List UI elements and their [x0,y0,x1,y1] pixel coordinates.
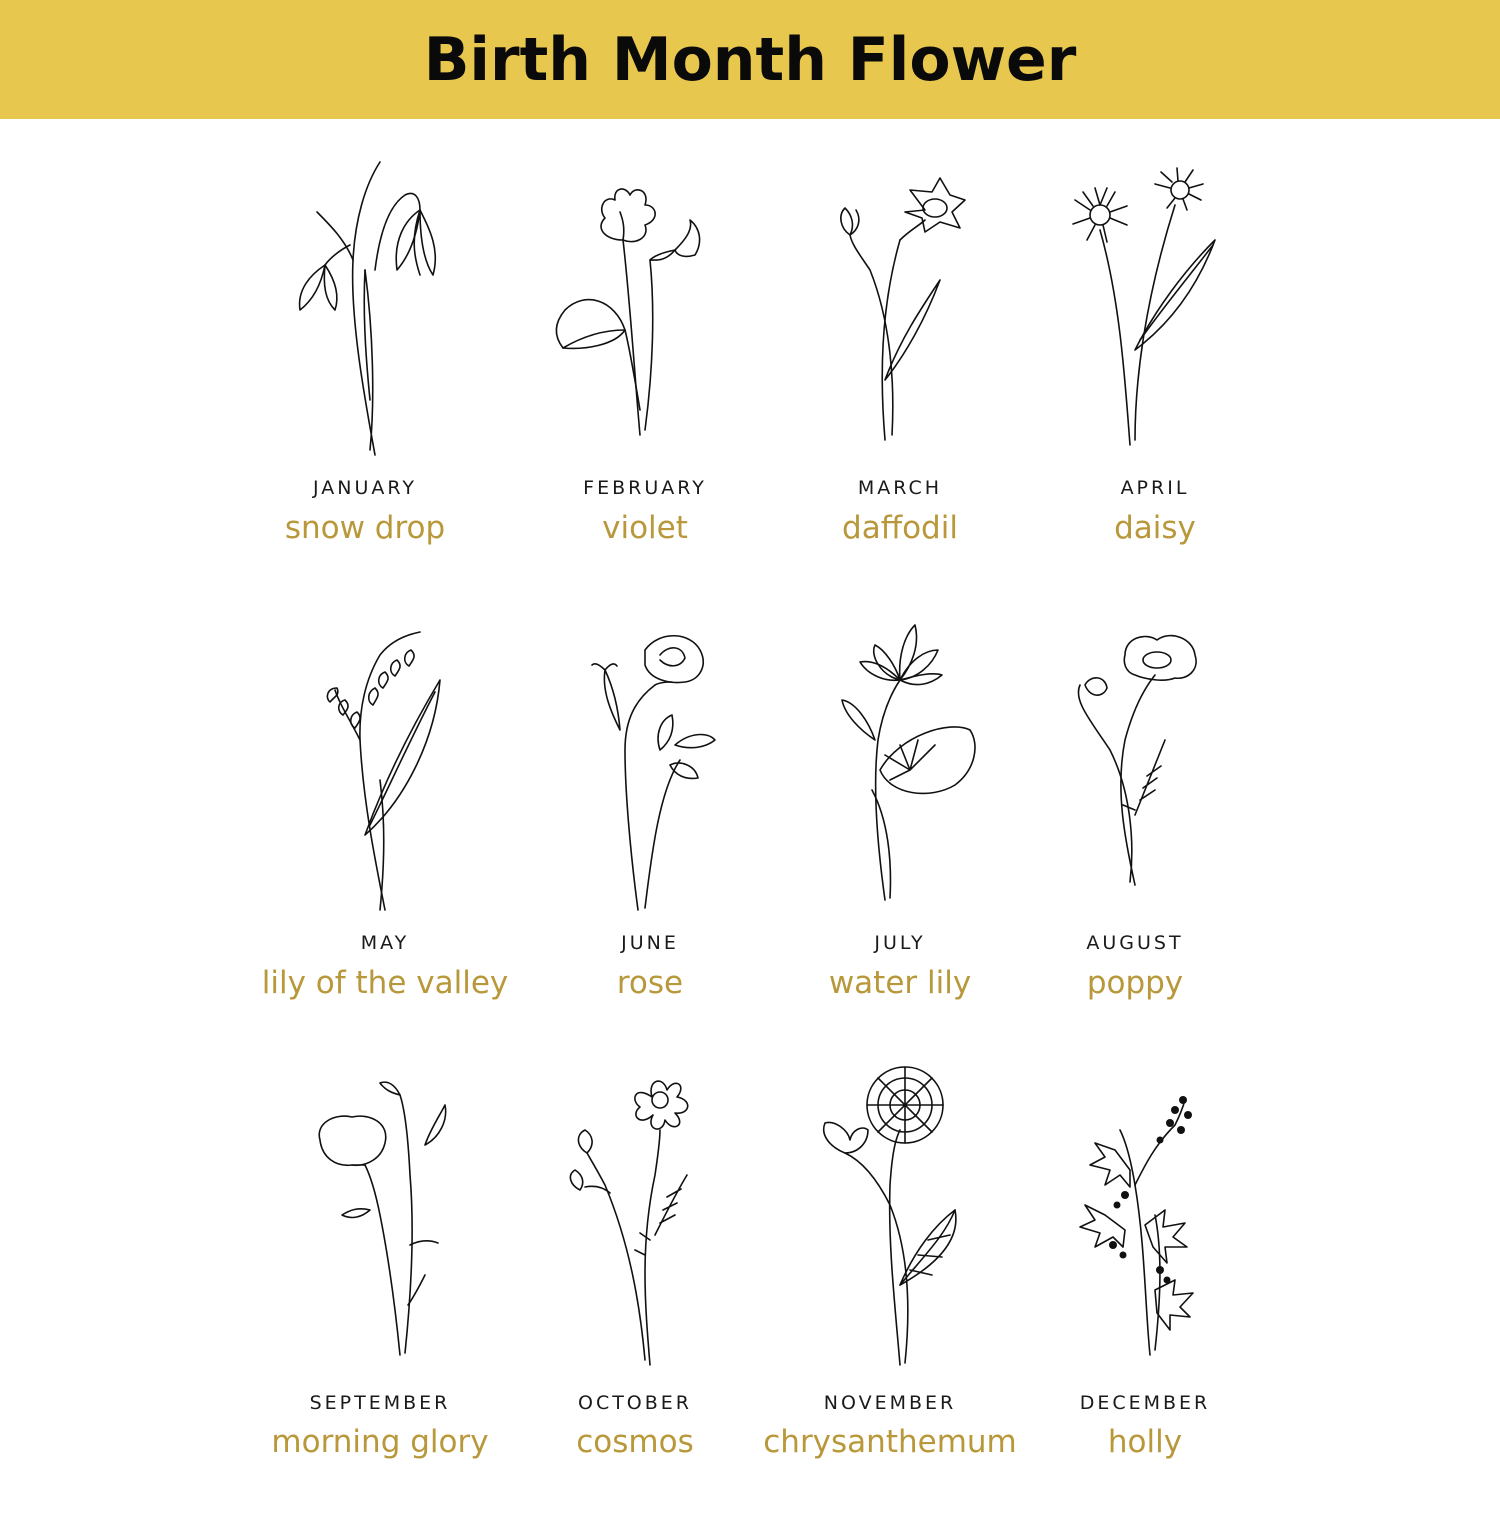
holly-icon [1005,1075,1285,1395]
flower-card-april [1015,150,1295,590]
month-label: DECEMBER [1079,1392,1211,1414]
flower-name: lily of the valley [261,965,509,1001]
flower-name: daffodil [842,510,958,546]
snowdrop-icon [225,150,505,470]
month-label: AUGUST [1086,932,1184,954]
month-label: OCTOBER [577,1392,693,1414]
month-label: SEPTEMBER [309,1392,451,1414]
page-title: Birth Month Flower [423,24,1077,95]
flower-card-may [245,620,525,1060]
month-label: FEBRUARY [583,477,707,499]
title-banner [0,0,1500,119]
flower-name: chrysanthemum [763,1424,1017,1460]
cosmos-icon [495,1075,775,1395]
flower-name: holly [1107,1424,1183,1460]
month-label: JANUARY [313,477,417,499]
month-label: MARCH [857,477,943,499]
poppy-icon [995,620,1275,940]
flower-card-december [1005,1075,1285,1515]
month-label: JUNE [621,932,679,954]
chrysanthemum-icon [750,1075,1030,1395]
month-label: NOVEMBER [823,1392,957,1414]
violet-icon [505,150,785,470]
morning-glory-icon [240,1075,520,1395]
flower-card-march [760,150,1040,590]
flower-name: violet [602,510,688,546]
flower-name: rose [616,965,684,1001]
flower-name: poppy [1086,965,1184,1001]
month-label: JULY [874,932,926,954]
daffodil-icon [760,150,1040,470]
rose-icon [510,620,790,940]
flower-card-june [510,620,790,1060]
flower-card-october [495,1075,775,1515]
flower-card-september [240,1075,520,1515]
month-label: MAY [360,932,410,954]
flower-card-august [995,620,1275,1060]
flower-card-february [505,150,785,590]
flower-card-january [225,150,505,590]
month-label: APRIL [1120,477,1190,499]
lily-of-the-valley-icon [245,620,525,940]
flower-name: cosmos [576,1424,694,1460]
flower-name: morning glory [271,1424,489,1460]
flower-card-november [750,1075,1030,1515]
flower-name: daisy [1114,510,1196,546]
flower-name: snow drop [284,510,446,546]
flower-name: water lily [828,965,972,1001]
daisy-icon [1015,150,1295,470]
